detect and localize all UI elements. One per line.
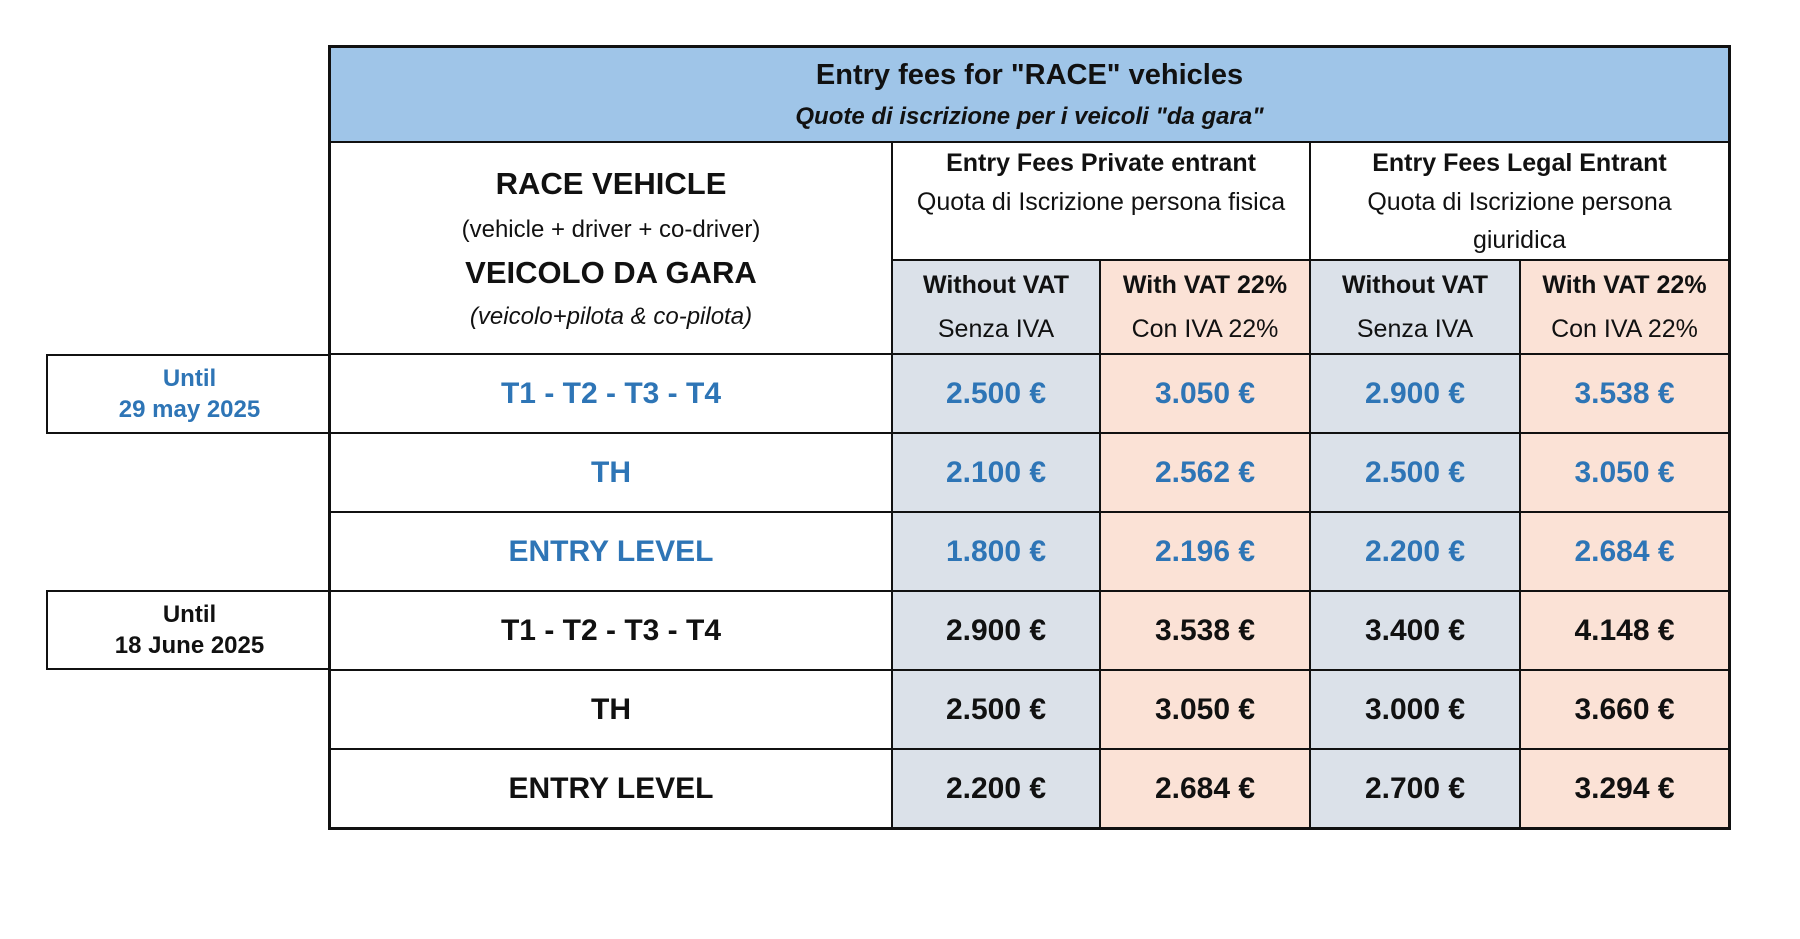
row-category: T1 - T2 - T3 - T4 (500, 614, 722, 647)
fee-value-cell (891, 669, 1099, 748)
fee-value-cell (1309, 748, 1519, 827)
fee-value: 2.196 € (1154, 535, 1256, 568)
fee-value: 3.538 € (1574, 377, 1675, 410)
fee-value: 2.562 € (1154, 456, 1256, 489)
fee-value-cell (1519, 669, 1728, 748)
row-category-cell (331, 748, 891, 827)
row-category-cell (331, 353, 891, 432)
row-category-cell (331, 590, 891, 669)
fee-value: 2.684 € (1574, 535, 1675, 568)
fee-value-cell (1099, 511, 1309, 590)
period-label-late (46, 590, 331, 670)
fee-value-cell (1099, 590, 1309, 669)
fee-value: 1.800 € (945, 535, 1047, 568)
fee-value: 2.500 € (945, 377, 1047, 410)
race-vehicle-title-it: VEICOLO DA GARA (465, 255, 757, 290)
fee-value: 2.200 € (1364, 535, 1466, 568)
fee-value-cell (1309, 590, 1519, 669)
fee-value-cell (1309, 432, 1519, 511)
race-vehicle-sub-it: (veicolo+pilota & co-pilota) (469, 303, 753, 331)
fee-value: 3.660 € (1574, 693, 1675, 726)
fee-value: 4.148 € (1574, 614, 1675, 647)
fee-value-cell (1519, 748, 1728, 827)
row-category-cell (331, 432, 891, 511)
row-category: TH (591, 456, 631, 489)
fee-value-cell (891, 353, 1099, 432)
fee-value-cell (1099, 748, 1309, 827)
title-sub: Quote di iscrizione per i veicoli "da gara" (795, 102, 1264, 130)
fee-value-cell (891, 432, 1099, 511)
fee-value: 2.200 € (945, 772, 1047, 805)
period-label-early (46, 354, 331, 434)
fee-value-cell (1519, 590, 1728, 669)
fee-value: 2.900 € (945, 614, 1047, 647)
vat-header-label-en: With VAT 22% (1542, 270, 1707, 299)
fee-value-cell (1519, 432, 1728, 511)
vat-header-label-it: Con IVA 22% (1551, 315, 1698, 343)
fee-value-cell (1099, 353, 1309, 432)
fee-value-cell (891, 748, 1099, 827)
legal-entrant-en: Entry Fees Legal Entrant (1372, 149, 1667, 177)
row-category: T1 - T2 - T3 - T4 (500, 377, 722, 410)
private-entrant-en: Entry Fees Private entrant (946, 149, 1256, 177)
vat-header-label-en: Without VAT (1341, 270, 1489, 299)
fee-value: 3.050 € (1154, 693, 1256, 726)
vat-header-label-en: Without VAT (922, 270, 1070, 299)
legal-entrant-it-line2: giuridica (1472, 226, 1567, 254)
vat-header-private-with (1099, 259, 1309, 353)
private-entrant-header (891, 141, 1309, 259)
vat-header-legal-without (1309, 259, 1519, 353)
period-date: 29 may 2025 (118, 396, 261, 423)
period-until: Until (162, 364, 217, 392)
race-vehicle-sub-en: (vehicle + driver + co-driver) (461, 215, 761, 243)
vat-header-label-it: Con IVA 22% (1131, 315, 1279, 343)
row-category: ENTRY LEVEL (508, 535, 714, 568)
fee-value-cell (1309, 511, 1519, 590)
race-vehicle-header (331, 141, 891, 353)
private-entrant-it: Quota di Iscrizione persona fisica (916, 187, 1286, 216)
fee-value: 3.000 € (1364, 693, 1466, 726)
fee-value-cell (891, 511, 1099, 590)
vat-header-private-without (891, 259, 1099, 353)
fee-value: 2.500 € (1364, 456, 1466, 489)
fee-value: 2.100 € (945, 456, 1047, 489)
row-category-cell (331, 669, 891, 748)
fee-value-cell (1099, 669, 1309, 748)
row-category: TH (591, 693, 631, 726)
fee-value-cell (891, 590, 1099, 669)
fee-value-cell (1309, 669, 1519, 748)
fee-table (328, 45, 1731, 830)
vat-header-label-it: Senza IVA (937, 315, 1055, 343)
fee-value-cell (1309, 353, 1519, 432)
table-title (331, 48, 1728, 141)
fee-value: 3.538 € (1154, 614, 1256, 647)
fee-value: 2.900 € (1364, 377, 1466, 410)
fee-value-cell (1099, 432, 1309, 511)
title-main: Entry fees for "RACE" vehicles (815, 59, 1244, 92)
vat-header-label-en: With VAT 22% (1122, 270, 1288, 299)
period-until: Until (162, 600, 217, 628)
row-category: ENTRY LEVEL (508, 772, 714, 805)
fee-value: 2.684 € (1154, 772, 1256, 805)
race-vehicle-title-en: RACE VEHICLE (495, 165, 727, 201)
fee-value-cell (1519, 353, 1728, 432)
fee-value: 3.400 € (1364, 614, 1466, 647)
vat-header-label-it: Senza IVA (1356, 315, 1474, 343)
vat-header-legal-with (1519, 259, 1728, 353)
legal-entrant-header (1309, 141, 1728, 259)
row-category-cell (331, 511, 891, 590)
period-date: 18 June 2025 (114, 632, 265, 659)
fee-value-cell (1519, 511, 1728, 590)
legal-entrant-it-line1: Quota di Iscrizione persona (1367, 187, 1672, 216)
fee-value: 3.050 € (1574, 456, 1675, 489)
fee-value: 3.294 € (1574, 772, 1675, 805)
fee-value: 2.500 € (945, 693, 1047, 726)
fee-value: 3.050 € (1154, 377, 1256, 410)
fee-value: 2.700 € (1364, 772, 1466, 805)
